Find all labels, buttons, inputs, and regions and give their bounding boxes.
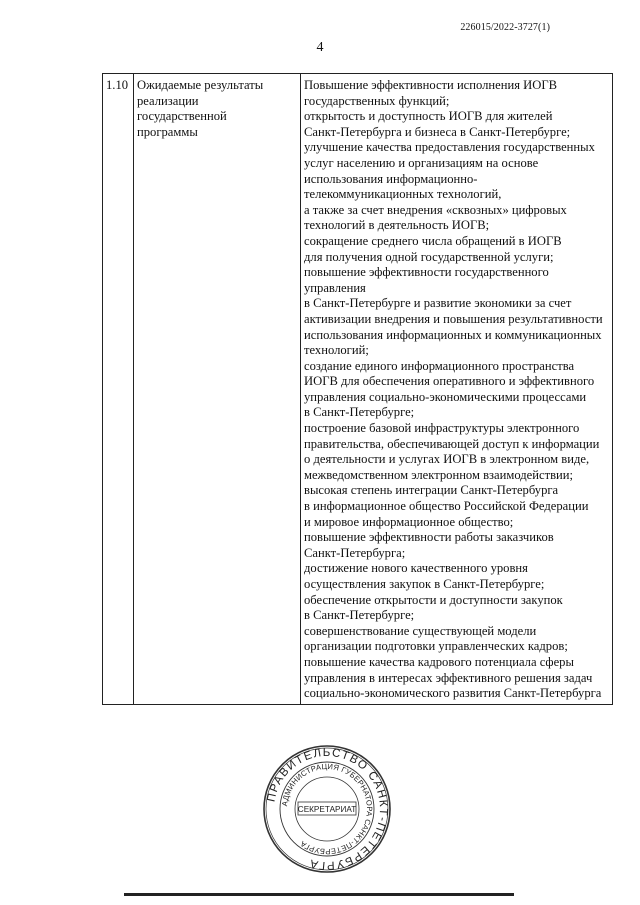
program-table <box>102 73 613 705</box>
result-line: в Санкт-Петербурге; <box>304 608 415 623</box>
result-line: в информационное общество Российской Федерации <box>304 499 589 514</box>
row-title-line: программы <box>137 124 198 139</box>
result-line: осуществления закупок в Санкт-Петербурге; <box>304 577 545 591</box>
table-row <box>103 74 613 705</box>
result-line: повышение эффективности государственного <box>304 265 549 280</box>
result-line: управления <box>304 280 366 295</box>
result-line: высокая степень интеграции Санкт-Петербурга <box>304 483 559 498</box>
result-line: достижение нового качественного уровня <box>304 561 528 576</box>
result-line: использования информационных и коммуникационных <box>304 327 602 342</box>
result-line: Санкт-Петербурга; <box>304 545 406 560</box>
result-line: для получения одной государственной услуги; <box>304 249 554 264</box>
result-line: технологий; <box>304 343 369 358</box>
official-seal <box>262 744 392 874</box>
seal-center-text: СЕКРЕТАРИАТ <box>297 805 357 814</box>
row-title-line: реализации <box>137 93 199 108</box>
result-line: Повышение эффективности исполнения ИОГВ <box>304 78 558 92</box>
seal-outer-text: ПРАВИТЕЛЬСТВО САНКТ-ПЕТЕРБУРГА <box>265 746 390 872</box>
result-line: открытость и доступность ИОГВ для жителей <box>304 109 553 124</box>
row-title <box>134 74 301 705</box>
seal-icon <box>262 744 392 874</box>
result-line: управления социально-экономическими процессами <box>304 389 587 404</box>
result-line: сокращение среднего числа обращений в ИОГВ <box>304 233 562 248</box>
result-line: Санкт-Петербурга и бизнеса в Санкт-Петербурге; <box>304 124 571 139</box>
result-line: в Санкт-Петербурге; <box>304 405 415 420</box>
result-line: социально-экономического развития Санкт-Петербурга <box>304 686 602 701</box>
result-line: повышение эффективности работы заказчиков <box>304 530 554 545</box>
result-line: организации подготовки управленческих кадров; <box>304 639 568 654</box>
expected-results-cell <box>301 74 613 705</box>
result-line: активизации внедрения и повышения результативности <box>304 311 603 326</box>
document-reference-number: 226015/2022-3727(1) <box>460 22 550 33</box>
result-line: в Санкт-Петербурге и развитие экономики за счет <box>304 296 572 311</box>
row-title-line: государственной <box>137 109 227 124</box>
result-line: совершенствование существующей модели <box>304 623 537 638</box>
result-line: обеспечение открытости и доступности закупок <box>304 592 563 607</box>
result-line: управления в интересах эффективного решения задач <box>304 670 593 685</box>
result-line: улучшение качества предоставления государственных <box>304 140 595 155</box>
row-title-line: Ожидаемые результаты <box>137 78 264 92</box>
row-number: 1.10 <box>103 74 134 705</box>
result-line: повышение качества кадрового потенциала сферы <box>304 654 574 669</box>
result-line: государственных функций; <box>304 93 450 108</box>
result-line: технологий в деятельность ИОГВ; <box>304 218 490 233</box>
result-line: о деятельности и услугах ИОГВ в электронном виде, <box>304 452 590 467</box>
result-line: правительства, обеспечивающей доступ к информации <box>304 436 600 451</box>
bottom-divider <box>124 893 514 896</box>
result-line: ИОГВ для обеспечения оперативного и эффективного <box>304 374 595 389</box>
result-line: создание единого информационного пространства <box>304 358 575 373</box>
result-line: а также за счет внедрения «сквозных» цифровых <box>304 202 567 217</box>
result-line: использования информационно- <box>304 171 478 186</box>
result-line: межведомственном электронном взаимодействии; <box>304 467 574 482</box>
result-line: и мировое информационное общество; <box>304 514 514 529</box>
result-line: телекоммуникационных технологий, <box>304 187 502 202</box>
result-line: услуг населению и организациям на основе <box>304 155 539 170</box>
seal-inner-text: АДМИНИСТРАЦИЯ ГУБЕРНАТОРА САНКТ-ПЕТЕРБУРГА <box>280 761 375 857</box>
result-line: построение базовой инфраструктуры электронного <box>304 421 580 436</box>
page-number: 4 <box>316 40 324 55</box>
